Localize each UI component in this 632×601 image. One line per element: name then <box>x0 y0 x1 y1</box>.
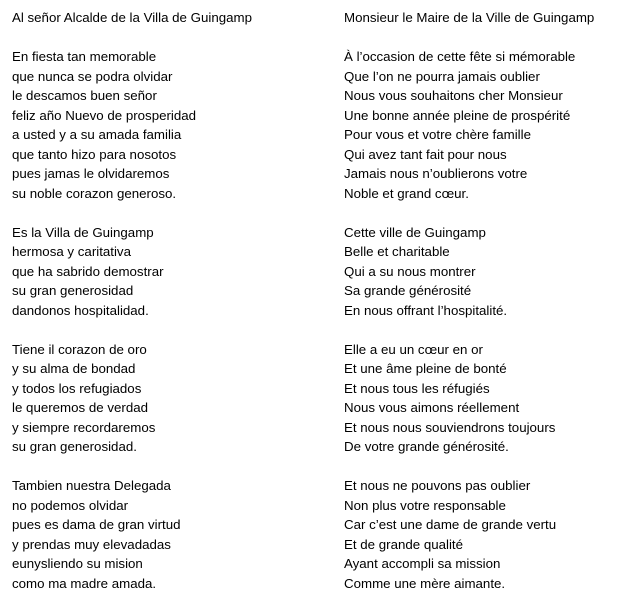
poem-line: dandonos hospitalidad. <box>12 302 149 318</box>
spanish-stanza-1 <box>12 47 252 203</box>
poem-line: Non plus votre responsable <box>344 497 506 513</box>
poem-line: Et nous ne pouvons pas oublier <box>344 478 531 493</box>
poem-line: le queremos de verdad <box>12 400 149 415</box>
spanish-stanza-4 <box>12 476 252 593</box>
poem-line: Tambien nuestra Delegada <box>12 478 171 493</box>
poem-line: Qui a su nous montrer <box>344 263 476 279</box>
poem-line: pues es dama de gran virtud <box>12 517 181 532</box>
french-stanza-4 <box>344 476 594 593</box>
poem-line: eunysliendo su mision <box>12 556 143 571</box>
poem-line: su noble corazon generoso. <box>12 185 177 201</box>
french-poem-title: Monsieur le Maire de la Ville de Guingamp <box>344 10 595 25</box>
poem-line: Tiene il corazon de oro <box>12 341 147 357</box>
poem-line: Qui avez tant fait pour nous <box>344 146 507 162</box>
french-stanza-1 <box>344 47 594 203</box>
poem-line: En nous offrant l’hospitalité. <box>344 302 508 318</box>
poem-line: Et de grande qualité <box>344 536 464 552</box>
spanish-poem-title: Al señor Alcalde de la Villa de Guingamp <box>12 10 252 25</box>
spanish-poem-column <box>12 8 252 593</box>
poem-line: Comme une mère aimante. <box>344 575 506 591</box>
poem-line: que nunca se podra olvidar <box>12 68 173 84</box>
poem-line: Elle a eu un cœur en or <box>344 341 483 357</box>
poem-line: Ayant accompli sa mission <box>344 556 501 571</box>
spanish-stanza-3 <box>12 340 252 457</box>
poem-line: feliz año Nuevo de prosperidad <box>12 107 197 123</box>
poem-line: Nous vous aimons réellement <box>344 400 520 415</box>
poem-line: Une bonne année pleine de prospérité <box>344 107 571 123</box>
poem-line: su gran generosidad. <box>12 439 137 454</box>
poem-line: a usted y a su amada familia <box>12 127 182 142</box>
poem-line: Jamais nous n’oublierons votre <box>344 166 528 181</box>
poem-line: À l’occasion de cette fête si mémorable <box>344 49 576 64</box>
poem-line: Pour vous et votre chère famille <box>344 127 531 142</box>
poem-line: Noble et grand cœur. <box>344 185 469 201</box>
poem-line: Es la Villa de Guingamp <box>12 224 154 240</box>
poem-line: como ma madre amada. <box>12 575 157 591</box>
poem-line: que ha sabrido demostrar <box>12 263 164 279</box>
poem-line: Et nous nous souviendrons toujours <box>344 419 556 435</box>
poem-line: Que l’on ne pourra jamais oublier <box>344 68 540 84</box>
poem-line: y todos los refugiados <box>12 380 142 396</box>
poem-line: pues jamas le olvidaremos <box>12 166 170 181</box>
french-stanza-3 <box>344 340 594 457</box>
french-poem-column <box>344 8 594 593</box>
poem-line: Sa grande générosité <box>344 283 472 298</box>
poem-line: le descamos buen señor <box>12 88 157 103</box>
poem-line: Et nous tous les réfugiés <box>344 380 490 396</box>
poem-line: En fiesta tan memorable <box>12 49 157 64</box>
poem-line: y siempre recordaremos <box>12 419 156 435</box>
poem-line: De votre grande générosité. <box>344 439 509 454</box>
poem-line: su gran generosidad <box>12 283 134 298</box>
poem-line: y prendas muy elevadadas <box>12 536 171 552</box>
spanish-stanza-2 <box>12 223 252 321</box>
poem-line: Cette ville de Guingamp <box>344 224 486 240</box>
poem-line: no podemos olvidar <box>12 497 129 513</box>
poem-line: Et une âme pleine de bonté <box>344 361 507 376</box>
poem-line: hermosa y caritativa <box>12 244 131 259</box>
poem-line: Nous vous souhaitons cher Monsieur <box>344 88 563 103</box>
french-stanza-2 <box>344 223 594 321</box>
poem-line: y su alma de bondad <box>12 361 136 376</box>
poem-line: que tanto hizo para nosotos <box>12 146 177 162</box>
poem-line: Belle et charitable <box>344 244 450 259</box>
poem-line: Car c’est une dame de grande vertu <box>344 517 557 532</box>
